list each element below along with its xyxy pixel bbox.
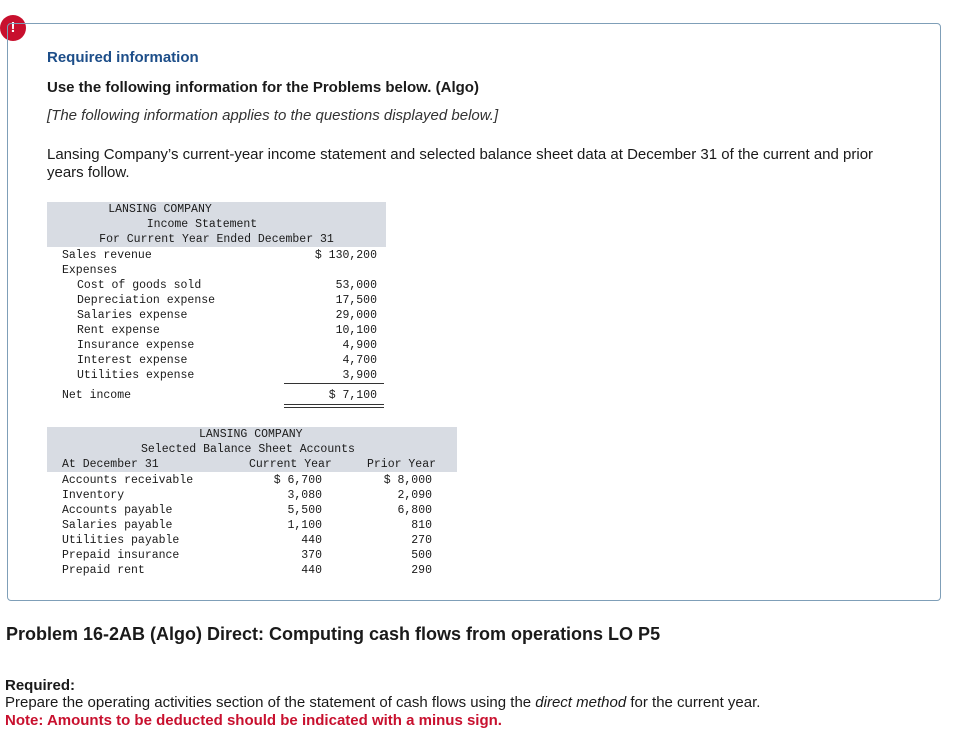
- subtotal-rule: [284, 383, 384, 384]
- bs-row-label: Accounts payable: [62, 504, 173, 517]
- expense-value: 53,000: [335, 279, 377, 292]
- required-label: Required:: [5, 677, 76, 694]
- balance-sheet: [47, 427, 457, 577]
- bs-row-current: 440: [301, 564, 322, 577]
- expense-value: 4,700: [342, 354, 377, 367]
- expense-value: 29,000: [335, 309, 377, 322]
- is-net-income-value: $ 7,100: [328, 389, 377, 402]
- intro-heading: Use the following information for the Problems below. (Algo): [47, 79, 479, 96]
- is-sales-label: Sales revenue: [62, 249, 152, 262]
- is-expenses-label: Expenses: [62, 264, 118, 277]
- expense-label: Insurance expense: [77, 339, 195, 352]
- bs-company: LANSING COMPANY: [199, 428, 303, 441]
- expense-label: Depreciation expense: [77, 294, 216, 307]
- bs-row-current: 1,100: [287, 519, 322, 532]
- bs-row-prior: 6,800: [397, 504, 432, 517]
- expense-value: 17,500: [335, 294, 377, 307]
- bs-row-prior: $ 8,000: [383, 474, 432, 487]
- double-rule-bottom: [284, 407, 384, 408]
- income-statement: [47, 202, 386, 402]
- balance-sheet-header: [47, 427, 457, 472]
- bs-col-label: At December 31: [62, 458, 159, 471]
- bs-row-prior: 810: [411, 519, 432, 532]
- expense-label: Rent expense: [77, 324, 160, 337]
- bs-row-label: Prepaid insurance: [62, 549, 180, 562]
- bs-title: Selected Balance Sheet Accounts: [141, 443, 355, 456]
- required-info-heading: Required information: [47, 49, 199, 66]
- bs-col-current: Current Year: [249, 458, 332, 471]
- applies-note: [The following information applies to the questions displayed below.]: [47, 107, 499, 124]
- expense-label: Interest expense: [77, 354, 188, 367]
- bs-row-prior: 2,090: [397, 489, 432, 502]
- description-text: Lansing Company’s current-year income statement and selected balance sheet data at December 31 of the current and prior years follow.: [47, 146, 874, 181]
- is-company: LANSING COMPANY: [108, 203, 212, 216]
- expense-label: Salaries expense: [77, 309, 188, 322]
- deduction-note: Note: Amounts to be deducted should be indicated with a minus sign.: [5, 712, 502, 729]
- bs-row-label: Salaries payable: [62, 519, 173, 532]
- is-net-income-label: Net income: [62, 389, 132, 402]
- bs-row-current: 440: [301, 534, 322, 547]
- expense-value: 10,100: [335, 324, 377, 337]
- bs-row-current: 5,500: [287, 504, 322, 517]
- expense-value: 4,900: [342, 339, 377, 352]
- bs-row-prior: 270: [411, 534, 432, 547]
- problem-title: Problem 16-2AB (Algo) Direct: Computing cash flows from operations LO P5: [6, 624, 661, 644]
- bs-row-current: $ 6,700: [273, 474, 322, 487]
- is-title: Income Statement: [146, 218, 258, 231]
- is-period: For Current Year Ended December 31: [99, 233, 334, 246]
- bs-row-prior: 290: [411, 564, 432, 577]
- income-statement-header: [47, 202, 386, 247]
- expense-label: Utilities expense: [77, 369, 195, 382]
- is-sales-value: $ 130,200: [314, 249, 377, 262]
- bs-col-prior: Prior Year: [367, 458, 437, 471]
- bs-row-label: Accounts receivable: [62, 474, 194, 487]
- bs-row-label: Inventory: [62, 489, 125, 502]
- bs-row-prior: 500: [411, 549, 432, 562]
- expense-label: Cost of goods sold: [77, 279, 202, 292]
- exclamation-icon: !: [0, 15, 26, 41]
- bs-row-label: Prepaid rent: [62, 564, 145, 577]
- bs-row-label: Utilities payable: [62, 534, 180, 547]
- prepare-instruction: Prepare the operating activities section of the statement of cash flows using the direct method for the current year.: [5, 694, 761, 711]
- expense-value: 3,900: [342, 369, 377, 382]
- bs-row-current: 3,080: [287, 489, 322, 502]
- bs-row-current: 370: [301, 549, 322, 562]
- double-rule-top: [284, 404, 384, 405]
